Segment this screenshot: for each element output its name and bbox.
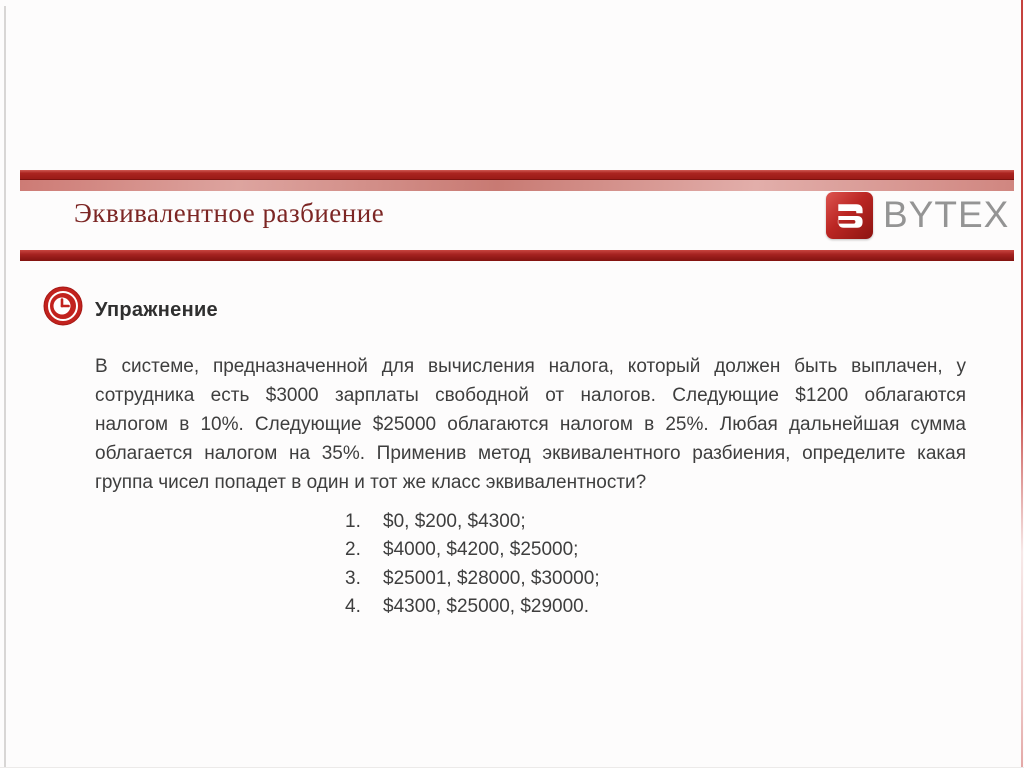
section-heading: Упражнение <box>95 299 218 321</box>
exercise-paragraph <box>95 352 966 497</box>
header-top-bar <box>20 170 1014 180</box>
list-item <box>345 565 600 593</box>
list-item-number: 2. <box>345 539 361 561</box>
list-item <box>345 593 600 621</box>
list-item <box>345 508 600 536</box>
list-item-number: 3. <box>345 567 361 589</box>
header-bottom-bar <box>20 250 1014 261</box>
list-item-text: $25001, $28000, $30000; <box>383 567 600 589</box>
right-border-line <box>1021 0 1023 767</box>
list-item-text: $0, $200, $4300; <box>383 511 526 532</box>
list-item-text: $4000, $4200, $25000; <box>383 539 579 561</box>
list-item-number: 4. <box>345 596 361 618</box>
list-item-number: 1. <box>345 511 361 532</box>
header-accent-band <box>20 180 1014 191</box>
slide-title: Эквивалентное разбиение <box>74 198 385 228</box>
paragraph-line: группа чисел попадет в один и тот же класс эквивалентности? <box>95 472 647 493</box>
options-list <box>345 508 600 622</box>
paragraph-line: В системе, предназначенной для вычисления налога, который должен быть выплачен, у <box>95 356 966 377</box>
list-item-text: $4300, $25000, $29000. <box>383 596 590 618</box>
paragraph-line: налогом в 10%. Следующие $25000 облагаются налогом в 25%. Любая дальнейшая сумма <box>95 414 966 435</box>
bytex-logo-text: BYTEX <box>883 194 1010 235</box>
list-item <box>345 536 600 564</box>
bytex-logo-icon <box>826 192 873 239</box>
left-border-line <box>4 6 6 767</box>
paragraph-line: облагается налогом на 35%. Применив метод эквивалентного разбиения, определите какая <box>95 443 966 464</box>
paragraph-line: сотрудника есть $3000 зарплаты свободной от налогов. Следующие $1200 облагаются <box>95 385 966 406</box>
clock-icon <box>43 286 83 326</box>
